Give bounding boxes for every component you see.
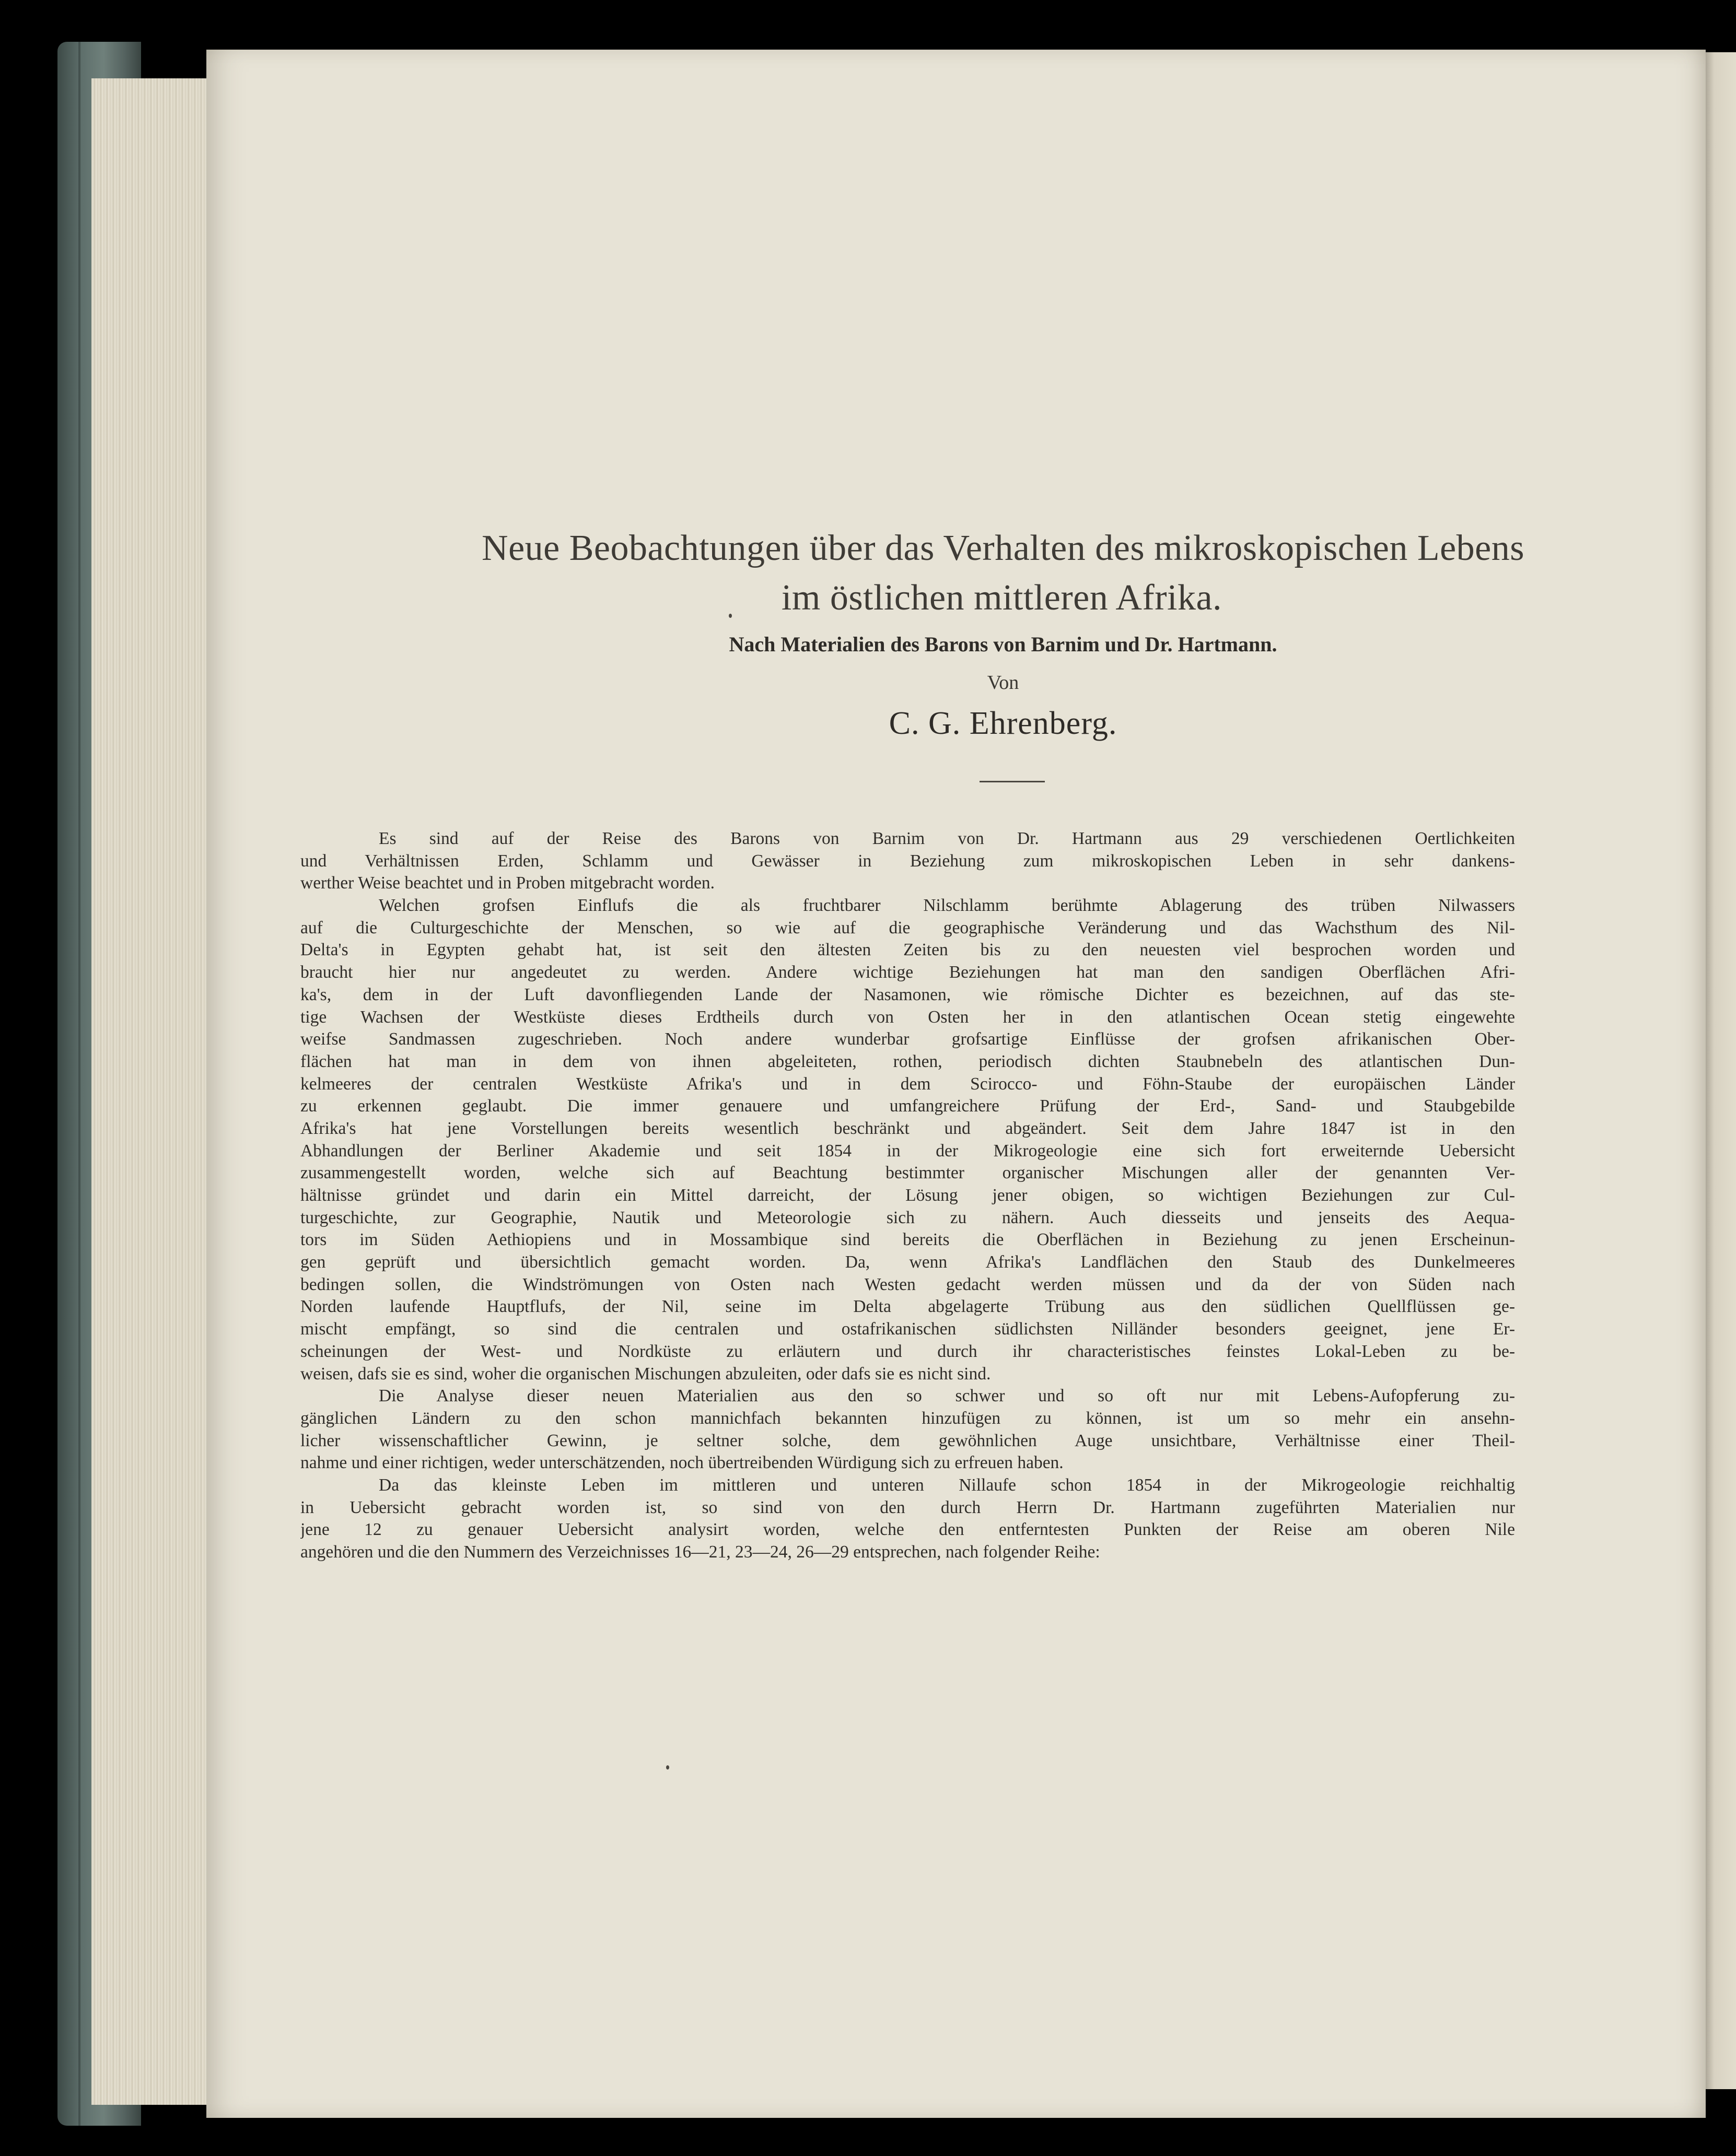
body-text-line: kelmeeres der centralen Westküste Afrika's und in dem Scirocco- und Föhn-Staube der europäischen Länder	[300, 1074, 1515, 1094]
body-text-line: flächen hat man in dem von ihnen abgeleiteten, rothen, periodisch dichten Staubnebeln des atlantischen Dun-	[300, 1051, 1515, 1071]
body-text-line: in Uebersicht gebracht worden ist, so sind von den durch Herrn Dr. Hartmann zugeführten Materialien nur	[300, 1497, 1515, 1517]
body-text-line: bedingen sollen, die Windströmungen von Osten nach Westen gedacht werden müssen und da der von Süden nach	[300, 1274, 1515, 1294]
body-text-line: zu erkennen geglaubt. Die immer genauere und umfangreichere Prüfung der Erd-, Sand- und Staubgebilde	[300, 1096, 1515, 1116]
body-text-line: angehören und die den Nummern des Verzeichnisses 16—21, 23—24, 26—29 entsprechen, nach folgender Reihe:	[300, 1542, 1100, 1562]
body-text-line: zusammengestellt worden, welche sich auf Beachtung bestimmter organischer Mischungen aller der genannten Ver-	[300, 1163, 1515, 1183]
body-text-line: weisen, dafs sie es sind, woher die organischen Mischungen abzuleiten, oder dafs sie es nicht sind.	[300, 1364, 991, 1384]
body-text-line: hältnisse gründet und darin ein Mittel darreicht, der Lösung jener obigen, so wichtigen Beziehungen zur Cul-	[300, 1186, 1515, 1205]
author-name: C. G. Ehrenberg.	[889, 706, 1117, 741]
title-divider	[980, 781, 1045, 782]
body-text-line: auf die Culturgeschichte der Menschen, so wie auf die geographische Veränderung und das Wachsthum des Nil-	[300, 918, 1515, 938]
body-text-line: scheinungen der West- und Nordküste zu erläutern und durch ihr characteristisches feinstes Lokal-Leben zu be-	[300, 1341, 1515, 1361]
ink-speck	[666, 1765, 669, 1770]
body-text-line: Delta's in Egypten gehabt hat, ist seit den ältesten Zeiten bis zu den neuesten viel besprochen worden und	[300, 940, 1515, 960]
body-text-line: braucht hier nur angedeutet zu werden. Andere wichtige Beziehungen hat man den sandigen Oberflächen Afri-	[300, 963, 1515, 982]
body-text-line: tige Wachsen der Westküste dieses Erdtheils durch von Osten her in den atlantischen Ocean stetig eingewehte	[300, 1007, 1515, 1027]
body-text-line: licher wissenschaftlicher Gewinn, je seltner solche, dem gewöhnlichen Auge unsichtbare, Verhältnisse einer Theil-	[300, 1431, 1515, 1450]
byline: Von	[987, 672, 1019, 694]
body-text-line: werther Weise beachtet und in Proben mitgebracht worden.	[300, 873, 715, 893]
article-body	[300, 828, 1515, 1564]
body-text-line: gänglichen Ländern zu den schon mannichfach bekannten hinzufügen zu können, ist um so mehr ein ansehn-	[300, 1408, 1515, 1428]
body-text-line: Afrika's hat jene Vorstellungen bereits wesentlich beschränkt und abgeändert. Seit dem Jahre 1847 ist in den	[300, 1118, 1515, 1138]
body-text-line: jene 12 zu genauer Uebersicht analysirt worden, welche den entferntesten Punkten der Reise am oberen Nile	[300, 1520, 1515, 1540]
body-text-line: Es sind auf der Reise des Barons von Barnim von Dr. Hartmann aus 29 verschiedenen Oertlichkeiten	[379, 829, 1515, 848]
body-text-line: ka's, dem in der Luft davonfliegenden Lande der Nasamonen, wie römische Dichter es bezeichnen, auf das ste-	[300, 985, 1515, 1004]
body-text-line: turgeschichte, zur Geographie, Nautik und Meteorologie sich zu nähern. Auch diesseits und jenseits des Aequa-	[300, 1208, 1515, 1227]
article-subtitle: Nach Materialien des Barons von Barnim und Dr. Hartmann.	[729, 632, 1277, 656]
body-text-line: nahme und einer richtigen, weder unterschätzenden, noch übertreibenden Würdigung sich zu erfreuen haben.	[300, 1453, 1064, 1473]
article-title-line-1: Neue Beobachtungen über das Verhalten des mikroskopischen Lebens	[482, 528, 1524, 568]
ink-speck	[729, 614, 732, 618]
body-text-line: Da das kleinste Leben im mittleren und unteren Nillaufe schon 1854 in der Mikrogeologie reichhaltig	[379, 1475, 1515, 1495]
body-text-line: Abhandlungen der Berliner Akademie und seit 1854 in der Mikrogeologie eine sich fort erweiternde Uebersicht	[300, 1141, 1515, 1161]
body-text-line: weifse Sandmassen zugeschrieben. Noch andere wunderbar grofsartige Einflüsse der grofsen afrikanischen Ober-	[300, 1029, 1515, 1049]
body-text-line: und Verhältnissen Erden, Schlamm und Gewässer in Beziehung zum mikroskopischen Leben in sehr dankens-	[300, 851, 1515, 871]
body-text-line: mischt empfängt, so sind die centralen und ostafrikanischen südlichsten Nilländer besonders geeignet, jene Er-	[300, 1319, 1515, 1339]
body-text-line: Die Analyse dieser neuen Materialien aus den so schwer und so oft nur mit Lebens-Aufopferung zu-	[379, 1386, 1515, 1406]
body-text-line: Welchen grofsen Einflufs die als fruchtbarer Nilschlamm berühmte Ablagerung des trüben Nilwassers	[379, 896, 1515, 916]
body-text-line: tors im Süden Aethiopiens und in Mossambique sind bereits die Oberflächen in Beziehung zu jenen Erscheinun-	[300, 1230, 1515, 1250]
body-text-line: Norden laufende Hauptflufs, der Nil, seine im Delta abgelagerte Trübung aus den südlichen Quellflüssen ge-	[300, 1297, 1515, 1317]
article-title-line-2: im östlichen mittleren Afrika.	[781, 578, 1222, 618]
body-text-line: gen geprüft und übersichtlich gemacht worden. Da, wenn Afrika's Landflächen den Staub des Dunkelmeeres	[300, 1252, 1515, 1272]
